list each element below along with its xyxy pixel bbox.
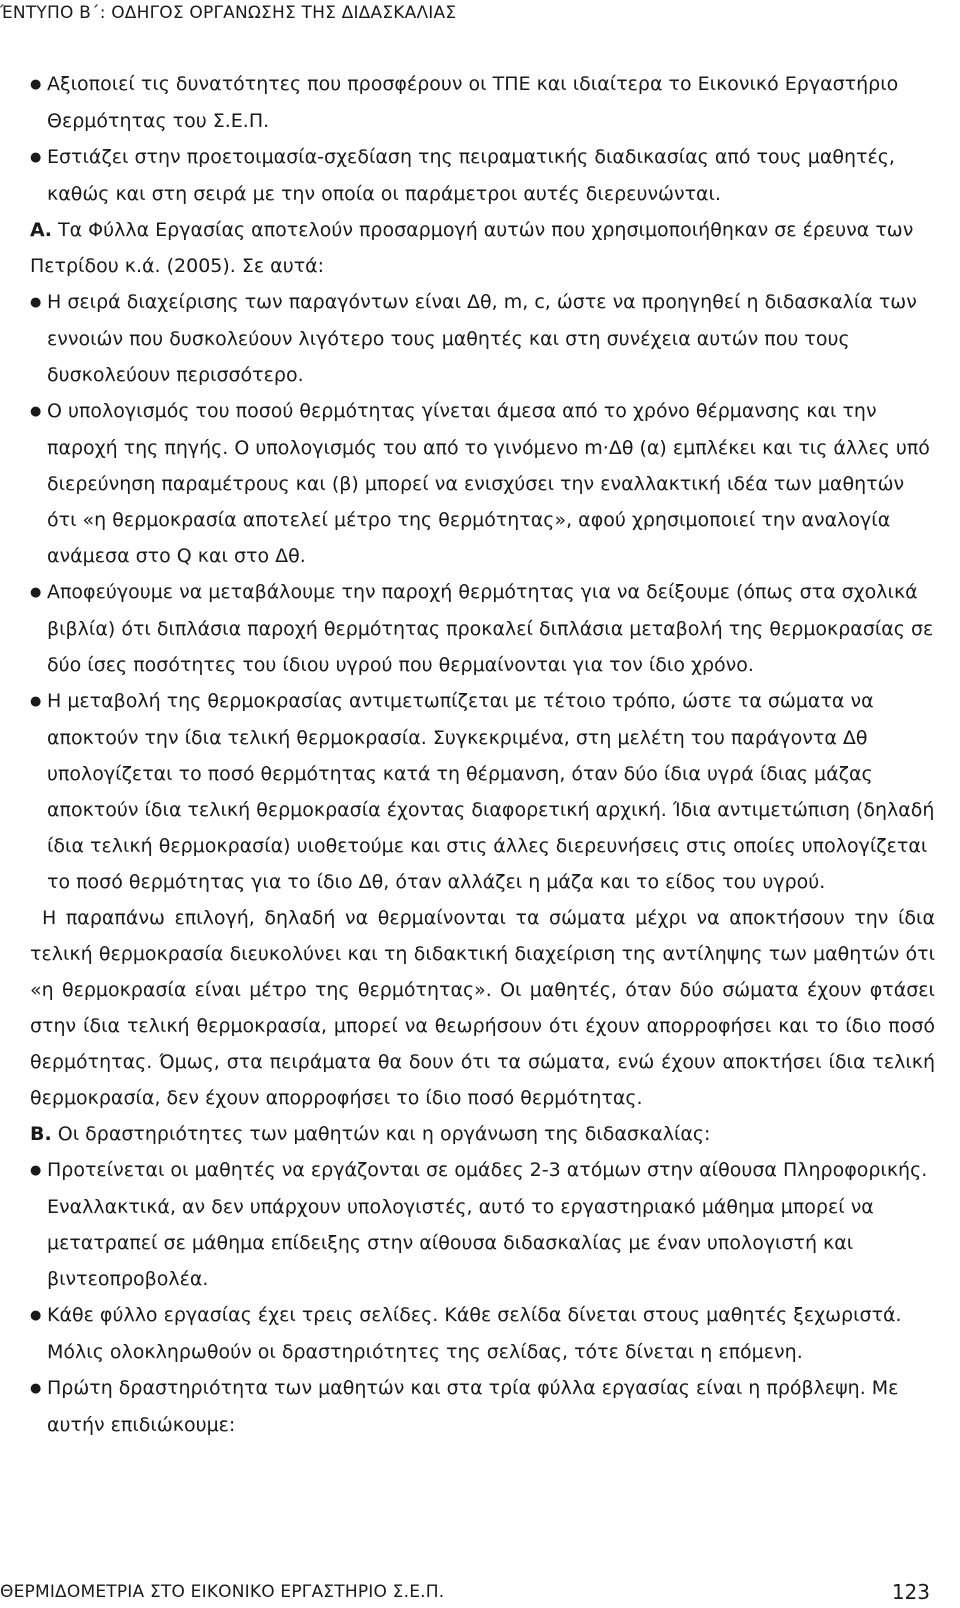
bullet-icon: ● <box>30 77 42 92</box>
section-a-paragraph: Η παραπάνω επιλογή, δηλαδή να θερμαίνονται τα σώματα μέχρι να αποκτήσουν την ίδια τελική θερμοκρασία διευκολύνει και τη διδακτική διαχείριση της αντίληψης των μαθητών ότι «η θερμοκρασία είναι μέτρο της θερμότητας». Οι μαθητές, όταν δύο σώματα έχουν φτάσει στην ίδια τελική θερμοκρασία, μπορεί να θεωρήσουν ότι έχουν απορροφήσει και το ίδιο ποσό θερμότητας. Όμως, στα πειράματα θα δουν ότι τα σώματα, ενώ έχουν αποκτήσει ίδια τελική θερμοκρασία, δεν έχουν απορροφήσει το ίδιο ποσό θερμότητας. <box>30 907 935 1109</box>
footer-title: ΘΕΡΜΙΔΟΜΕΤΡΙΑ ΣΤΟ ΕΙΚΟΝΙΚΟ ΕΡΓΑΣΤΗΡΙΟ Σ.Ε.Π. <box>0 1582 445 1602</box>
intro-bullet-list <box>30 66 935 212</box>
bullet-icon: ● <box>30 404 42 419</box>
bullet-icon: ● <box>30 1381 42 1396</box>
list-item: ● Αξιοποιεί τις δυνατότητες που προσφέρουν οι ΤΠΕ και ιδιαίτερα το Εικονικό Εργαστήριο Θερμότητας του Σ.Ε.Π. <box>30 66 935 139</box>
section-a-bullet-list <box>30 284 935 900</box>
bullet-icon: ● <box>30 585 42 600</box>
list-item: ● Πρώτη δραστηριότητα των μαθητών και στα τρία φύλλα εργασίας είναι η πρόβλεψη. Με αυτήν επιδιώκουμε: <box>30 1370 935 1443</box>
list-item: ● Εστιάζει στην προετοιμασία-σχεδίαση της πειραματικής διαδικασίας από τους μαθητές, καθώς και στη σειρά με την οποία οι παράμετροι αυτές διερευνώνται. <box>30 139 935 212</box>
bullet-icon: ● <box>30 1308 42 1323</box>
list-item: ● Κάθε φύλλο εργασίας έχει τρεις σελίδες. Κάθε σελίδα δίνεται στους μαθητές ξεχωριστά. Μόλις ολοκληρωθούν οι δραστηριότητες της σελίδας, τότε δίνεται η επόμενη. <box>30 1297 935 1370</box>
page-header: ΈΝΤΥΠΟ Β΄: ΟΔΗΓΟΣ ΟΡΓΑΝΩΣΗΣ ΤΗΣ ΔΙΔΑΣΚΑΛΙΑΣ <box>0 3 457 23</box>
section-a-marker: Α. <box>30 219 52 241</box>
list-item: ● Η μεταβολή της θερμοκρασίας αντιμετωπίζεται με τέτοιο τρόπο, ώστε τα σώματα να αποκτούν την ίδια τελική θερμοκρασία. Συγκεκριμένα, στη μελέτη του παράγοντα Δθ υπολογίζεται το ποσό θερμότητας κατά τη θέρμανση, όταν δύο ίδια υγρά ίδιας μάζας αποκτούν ίδια τελική θερμοκρασία έχοντας διαφορετική αρχική. Ίδια αντιμετώπιση (δηλαδή ίδια τελική θερμοκρασία) υιοθετούμε και στις άλλες διερευνήσεις στις οποίες υπολογίζεται το ποσό θερμότητας για το ίδιο Δθ, όταν αλλάζει η μάζα και το είδος του υγρού. <box>30 683 935 900</box>
section-a-heading <box>30 212 935 284</box>
list-item: ● Αποφεύγουμε να μεταβάλουμε την παροχή θερμότητας για να δείξουμε (όπως στα σχολικά βιβλία) ότι διπλάσια παροχή θερμότητας προκαλεί διπλάσια μεταβολή της θερμοκρασίας σε δύο ίσες ποσότητες του ίδιου υγρού που θερμαίνονται για τον ίδιο χρόνο. <box>30 574 935 683</box>
section-b-bullet-list <box>30 1152 935 1443</box>
bullet-icon: ● <box>30 1163 42 1178</box>
section-b-heading <box>30 1116 935 1152</box>
document-body <box>30 66 935 1443</box>
page-number: 123 <box>891 1580 930 1604</box>
section-b-marker: Β. <box>30 1123 52 1145</box>
bullet-icon: ● <box>30 694 42 709</box>
section-b-text: Οι δραστηριότητες των μαθητών και η οργάνωση της διδασκαλίας: <box>57 1123 711 1145</box>
bullet-icon: ● <box>30 150 42 165</box>
page-footer <box>0 1580 930 1604</box>
list-item: ● Προτείνεται οι μαθητές να εργάζονται σε ομάδες 2-3 ατόμων στην αίθουσα Πληροφορικής. Εναλλακτικά, αν δεν υπάρχουν υπολογιστές, αυτό το εργαστηριακό μάθημα μπορεί να μετατραπεί σε μάθημα επίδειξης στην αίθουσα διδασκαλίας με έναν υπολογιστή και βιντεοπροβολέα. <box>30 1152 935 1297</box>
list-item: ● Ο υπολογισμός του ποσού θερμότητας γίνεται άμεσα από το χρόνο θέρμανσης και την παροχή της πηγής. Ο υπολογισμός του από το γινόμενο m·Δθ (α) εμπλέκει και τις άλλες υπό διερεύνηση παραμέτρους και (β) μπορεί να ενισχύσει την εναλλακτική ιδέα των μαθητών ότι «η θερμοκρασία αποτελεί μέτρο της θερμότητας», αφού χρησιμοποιεί την αναλογία ανάμεσα στο Q και στο Δθ. <box>30 393 935 574</box>
bullet-icon: ● <box>30 295 42 310</box>
list-item: ● Η σειρά διαχείρισης των παραγόντων είναι Δθ, m, c, ώστε να προηγηθεί η διδασκαλία των εννοιών που δυσκολεύουν λιγότερο τους μαθητές και στη συνέχεια αυτών που τους δυσκολεύουν περισσότερο. <box>30 284 935 393</box>
section-a-text: Τα Φύλλα Εργασίας αποτελούν προσαρμογή αυτών που χρησιμοποιήθηκαν σε έρευνα των Πετρίδου κ.ά. (2005). Σε αυτά: <box>30 219 914 277</box>
